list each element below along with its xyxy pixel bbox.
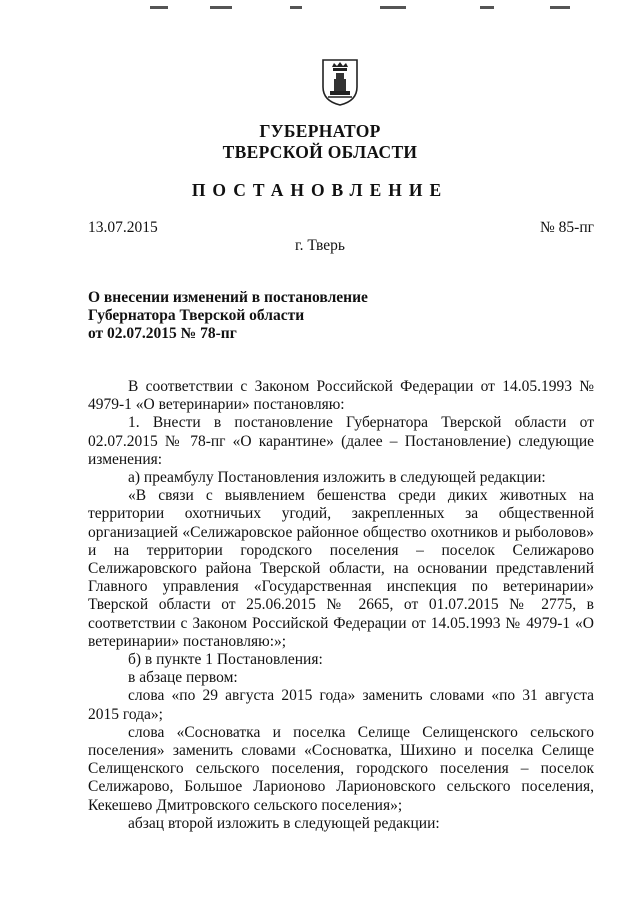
- subject-line: от 02.07.2015 № 78-пг: [88, 325, 237, 342]
- document-city: г. Тверь: [295, 237, 345, 254]
- body-paragraph: «В связи с выявлением бешенства среди диких животных на территории охотничьих угодий, закрепленных за общественной организацией «Селижаровское районное общество охотников и рыболовов» и на территории городского поселения – поселок Селижарово Селижаровского района Тверской области, на основании представлений Главного управления «Государственная инспекция по ветеринарии» Тверской области от 25.06.2015 № 2665, от 01.07.2015 № 2775, в соответствии с Законом Российской Федерации от 14.05.1993 № 4979-1 «О ветеринарии» постановляю:»;: [88, 487, 594, 650]
- body-paragraph: а) преамбулу Постановления изложить в следующей редакции:: [128, 469, 546, 487]
- body-paragraph: слова «по 29 августа 2015 года» заменить словами «по 31 августа 2015 года»;: [88, 687, 594, 723]
- document-subject: [88, 289, 368, 343]
- subject-line: Губернатора Тверской области: [88, 307, 305, 324]
- document-number: № 85-пг: [540, 219, 594, 236]
- document-type-heading: ПОСТАНОВЛЕНИЕ: [191, 180, 449, 200]
- document-body: [88, 378, 594, 833]
- body-paragraph: 1. Внести в постановление Губернатора Тверской области от 02.07.2015 № 78-пг «О карантине» (далее – Постановление) следующие изменения:: [88, 414, 594, 468]
- document-date: 13.07.2015: [88, 219, 158, 236]
- subject-line: О внесении изменений в постановление: [88, 289, 368, 306]
- body-paragraph: слова «Сосноватка и поселка Селище Селищенского сельского поселения» заменить словами «Сосноватка, Шихино и поселка Селище Селищенского сельского поселения, городского поселения – поселок Селижарово, Большое Ларионово Ларионовского сельского поселения, Кекешево Дмитровского сельского поселения»;: [88, 723, 594, 814]
- body-paragraph: в абзаце первом:: [128, 669, 238, 687]
- tver-coat-of-arms-icon: [320, 57, 360, 107]
- body-paragraph: б) в пункте 1 Постановления:: [128, 651, 323, 669]
- authority-title-line2: ТВЕРСКОЙ ОБЛАСТИ: [222, 142, 418, 162]
- scan-top-artifact: [150, 6, 580, 10]
- body-paragraph: В соответствии с Законом Российской Федерации от 14.05.1993 № 4979-1 «О ветеринарии» постановляю:: [88, 378, 594, 414]
- authority-title-line1: ГУБЕРНАТОР: [259, 121, 381, 141]
- body-paragraph: абзац второй изложить в следующей редакции:: [128, 814, 440, 832]
